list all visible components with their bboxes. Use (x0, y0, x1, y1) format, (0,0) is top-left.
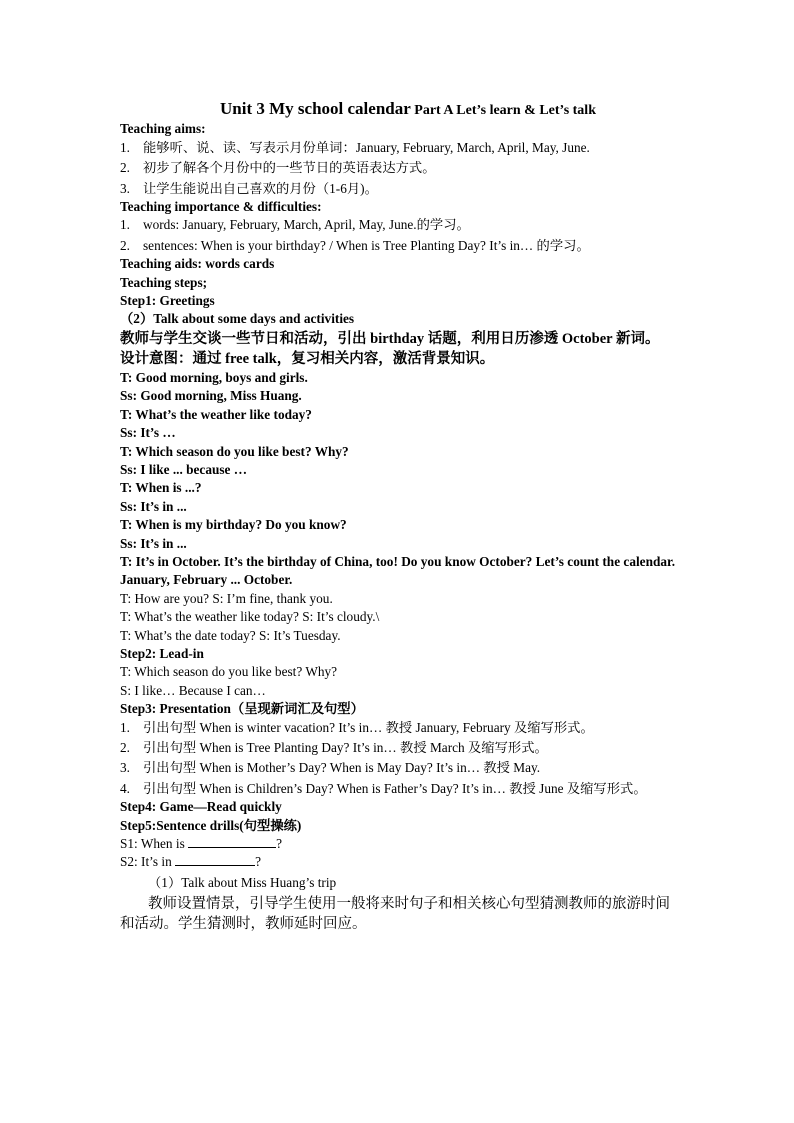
lesson-title (136, 100, 680, 120)
design-intent: 设计意图：通过 free talk，复习相关内容，激活背景知识。 (120, 350, 495, 367)
list-item: 2. 初步了解各个月份中的一些节日的英语表达方式。 (120, 160, 436, 176)
trip-subheading: （1）Talk about Miss Huang’s trip (148, 874, 337, 890)
document-page (120, 100, 680, 934)
title-main: Unit 3 My school calendar (220, 99, 411, 118)
dialog-line: Ss: Good morning, Miss Huang. (120, 388, 302, 404)
dialog-line: Ss: I like ... because … (120, 461, 248, 477)
step3-list (120, 719, 680, 799)
teaching-aids: Teaching aids: words cards (120, 256, 275, 272)
step1-heading: Step1: Greetings (120, 293, 215, 309)
fill-blank[interactable] (188, 835, 276, 848)
step3-heading: Step3: Presentation（呈现新词汇及句型） (120, 701, 364, 717)
list-item: 4. 引出句型 When is Children’s Day? When is Father’s Day? It’s in… 教授 June 及缩写形式。 (120, 780, 647, 796)
dialog-plain (120, 590, 680, 645)
list-item: 1. 引出句型 When is winter vacation? It’s in… 教授 January, February 及缩写形式。 (120, 719, 594, 735)
list-item: 3. 让学生能说出自己喜欢的月份（1-6月)。 (120, 180, 378, 196)
dialog-line: T: When is my birthday? Do you know? (120, 517, 347, 533)
drill-line-s2: S2: It’s in ? (120, 854, 261, 870)
list-item: 1. 能够听、说、读、写表示月份单词：January, February, March, April, May, June. (120, 139, 590, 155)
dialog-line: T: Good morning, boys and girls. (120, 369, 308, 385)
dialog-line: S: I like… Because I can… (120, 682, 266, 698)
step1-description: 教师与学生交谈一些节日和活动，引出 birthday 话题，利用日历渗透 October 新词。 (120, 330, 660, 347)
aims-list (120, 139, 680, 198)
list-item: 2. 引出句型 When is Tree Planting Day? It’s in… 教授 March 及缩写形式。 (120, 740, 548, 755)
aims-heading: Teaching aims: (120, 121, 206, 137)
dialog-line: Ss: It’s … (120, 425, 176, 441)
importance-list (120, 216, 680, 255)
dialog-line: T: When is ...? (120, 480, 202, 496)
drill-line-s1: S1: When is ? (120, 836, 282, 852)
list-item: 1. words: January, February, March, April, May, June.的学习。 (120, 217, 470, 233)
dialog-line: T: What’s the weather like today? S: It’s cloudy.\ (120, 609, 380, 625)
step5-heading: Step5:Sentence drills(句型操练) (120, 817, 302, 833)
dialog-line: T: Which season do you like best? Why? (120, 443, 349, 459)
importance-heading: Teaching importance & difficulties: (120, 199, 322, 215)
steps-heading: Teaching steps; (120, 274, 208, 290)
step1-subheading: （2）Talk about some days and activities (120, 311, 355, 327)
dialog-line: T: How are you? S: I’m fine, thank you. (120, 590, 333, 606)
step2-heading: Step2: Lead-in (120, 645, 204, 661)
fill-blank[interactable] (175, 853, 255, 866)
dialog-line: Ss: It’s in ... (120, 535, 187, 551)
dialog-line: T: Which season do you like best? Why? (120, 664, 338, 680)
list-item: 3. 引出句型 When is Mother’s Day? When is May Day? It’s in… 教授 May. (120, 760, 541, 776)
dialog-line: Ss: It’s in ... (120, 498, 187, 514)
step4-heading: Step4: Game—Read quickly (120, 799, 282, 815)
list-item: 2. sentences: When is your birthday? / When is Tree Planting Day? It’s in… 的学习。 (120, 237, 590, 253)
dialog-line: T: What’s the weather like today? (120, 406, 312, 422)
title-sub: Part A Let’s learn & Let’s talk (410, 103, 596, 118)
dialog-line: T: What’s the date today? S: It’s Tuesday. (120, 627, 341, 643)
dialog-line: T: It’s in October. It’s the birthday of China, too! Do you know October? Let’s count the calendar. January, February ... October. (120, 553, 676, 588)
dialog-bold (120, 369, 680, 590)
trip-description: 教师设置情景，引导学生使用一般将来时句子和相关核心句型猜测教师的旅游时间和活动。学生猜测时，教师延时回应。 (120, 896, 670, 933)
